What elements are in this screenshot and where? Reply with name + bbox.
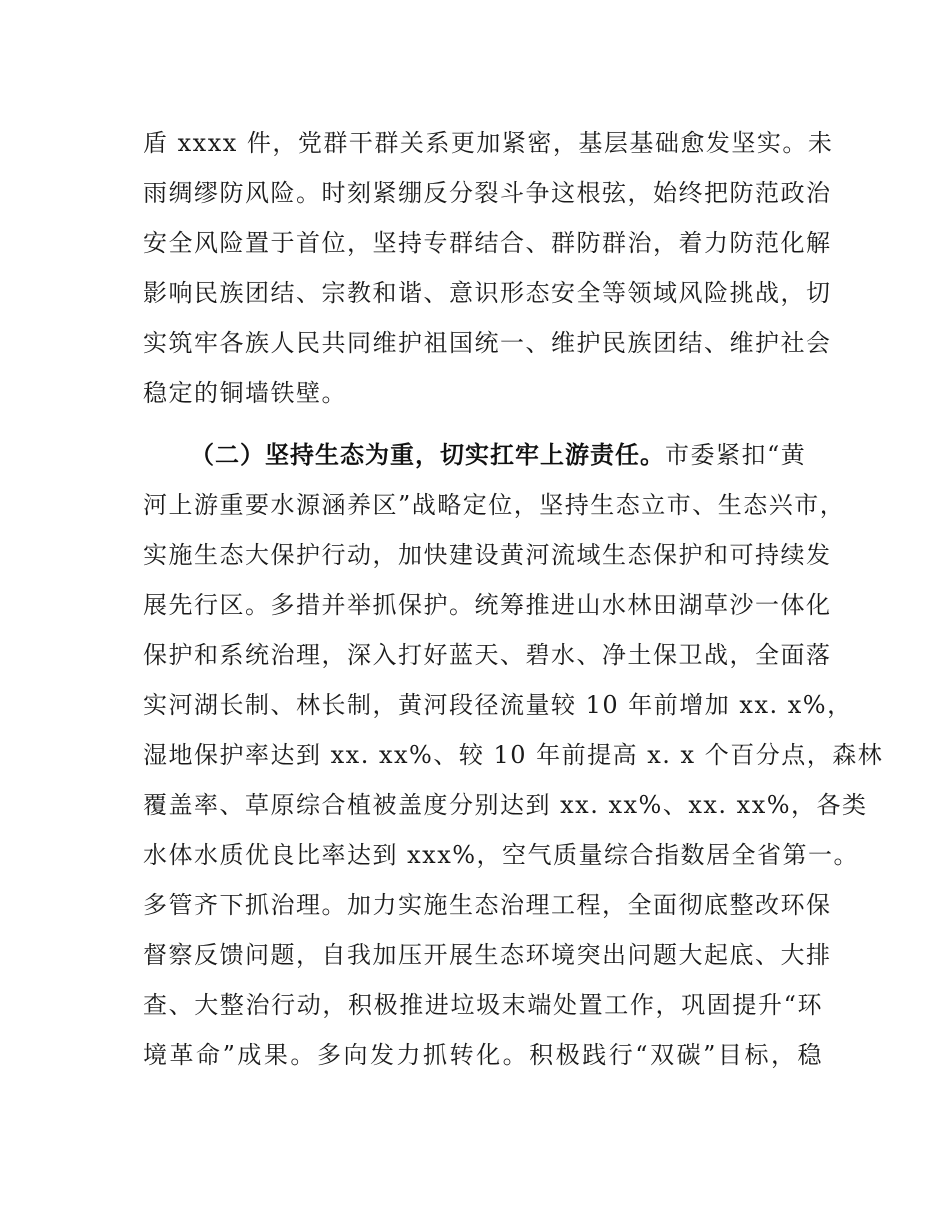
text-line: 境革命”成果。多向发力抓转化。积极践行“双碳”目标，稳: [143, 1041, 823, 1069]
text-line: 实筑牢各族人民共同维护祖国统一、维护民族团结、维护社会: [143, 329, 832, 357]
text-line: 展先行区。多措并举抓保护。统筹推进山水林田湖草沙一体化: [143, 591, 832, 619]
text-line: 河上游重要水源涵养区”战略定位，坚持生态立市、生态兴市，: [143, 491, 846, 519]
section-heading: （二）坚持生态为重，切实扛牢上游责任。: [190, 441, 665, 469]
text-line: 多管齐下抓治理。加力实施生态治理工程，全面彻底整改环保: [143, 891, 832, 919]
section-heading-tail: 市委紧扣“黄: [665, 441, 807, 469]
text-line: 安全风险置于首位，坚持专群结合、群防群治，着力防范化解: [143, 229, 832, 257]
text-line: 保护和系统治理，深入打好蓝天、碧水、净土保卫战，全面落: [143, 641, 832, 669]
text-line: 影响民族团结、宗教和谐、意识形态安全等领域风险挑战，切: [143, 279, 832, 307]
text-line: 水体水质优良比率达到 xxx%，空气质量综合指数居全省第一。: [143, 841, 860, 869]
text-line: 查、大整治行动，积极推进垃圾末端处置工作，巩固提升“环: [143, 991, 823, 1019]
text-line: 督察反馈问题，自我加压开展生态环境突出问题大起底、大排: [143, 941, 832, 969]
text-line: 实施生态大保护行动，加快建设黄河流域生态保护和可持续发: [143, 541, 832, 569]
text-line: 盾 xxxx 件，党群干群关系更加紧密，基层基础愈发坚实。未: [143, 129, 834, 157]
text-line: 实河湖长制、林长制，黄河段径流量较 10 年前增加 xx. x%，: [143, 691, 853, 719]
text-line: 雨绸缪防风险。时刻紧绷反分裂斗争这根弦，始终把防范政治: [143, 179, 832, 207]
text-line: 湿地保护率达到 xx. xx%、较 10 年前提高 x. x 个百分点，森林: [143, 741, 884, 769]
section-heading-line: [190, 435, 823, 475]
text-line: 覆盖率、草原综合植被盖度分别达到 xx. xx%、xx. xx%，各类: [143, 791, 868, 819]
text-line: 稳定的铜墙铁壁。: [143, 379, 347, 407]
